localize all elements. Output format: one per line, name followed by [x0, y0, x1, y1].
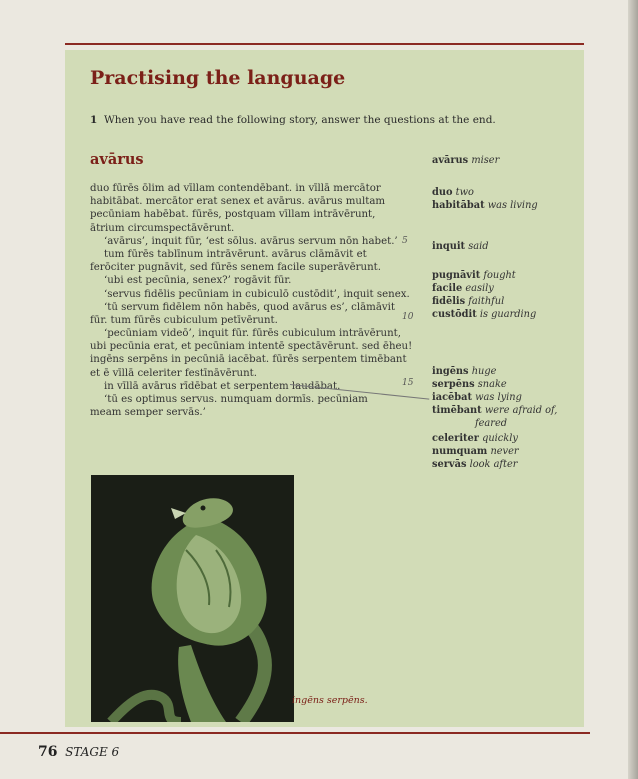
glossary-entry [432, 309, 536, 320]
cobra-snake-illustration [91, 475, 294, 722]
bottom-rule [0, 732, 590, 734]
story-line: ubi pecūnia erat, et pecūniam intentē spectāvērunt. sed ēheu! [90, 341, 413, 353]
story-line: ‘ubi est pecūnia, senex?’ rogāvit fūr. [104, 275, 292, 287]
story-line: ‘tū es optimus servus. numquam dormīs. pecūniam [104, 394, 368, 405]
glossary-word: timēbant [432, 405, 482, 416]
glossary-word: pugnāvit [432, 270, 481, 281]
glossary-word: serpēns [432, 379, 475, 390]
glossary-entry [432, 446, 519, 457]
story-line: meam semper servās.’ [90, 407, 206, 419]
story-line: tum fūrēs tablīnum intrāvērunt. avārus clāmāvit et [104, 248, 367, 260]
line-number: 15 [402, 378, 414, 388]
glossary-entry [432, 433, 518, 444]
glossary-meaning: is guarding [479, 309, 537, 320]
glossary-meaning: said [468, 241, 489, 252]
story-line: fūr. tum fūrēs cubiculum petīvērunt. [90, 314, 278, 326]
glossary-meaning: miser [471, 155, 500, 166]
glossary-word: fidēlis [432, 296, 466, 307]
glossary-entry [432, 241, 488, 252]
story-line: ingēns serpēns in pecūniā iacēbat. fūrēs serpentem timēbant [90, 354, 407, 366]
glossary-meaning: never [490, 446, 519, 457]
story-line: in vīllā avārus rīdēbat et serpentem laudābat. [104, 380, 341, 392]
glossary-meaning: snake [477, 379, 507, 390]
glossary-meaning: easily [465, 283, 494, 294]
glossary-meaning: two [455, 187, 474, 198]
glossary-meaning: fought [483, 270, 516, 281]
glossary-entry [432, 283, 494, 294]
story-line: et ē vīllā celeriter festīnāvērunt. [90, 367, 257, 379]
glossary-meaning: was lying [475, 392, 522, 403]
glossary-word: inquit [432, 241, 466, 252]
page-footer [38, 744, 119, 760]
glossary-word: ingēns [432, 366, 469, 377]
top-rule [65, 43, 584, 45]
glossary-entry [432, 270, 516, 281]
story-line: ‘pecūniam videō’, inquit fūr. fūrēs cubiculum intrāvērunt, [104, 328, 402, 340]
glossary-entry [432, 405, 557, 416]
exercise-number: 1 [90, 114, 98, 126]
line-number: 10 [402, 312, 414, 322]
story-line: duo fūrēs ōlim ad vīllam contendēbant. in vīllā mercātor [90, 183, 381, 194]
glossary-meaning: quickly [482, 433, 518, 444]
glossary-entry [475, 418, 507, 429]
glossary-word: facile [432, 283, 463, 294]
page-title: Practising the language [90, 67, 346, 89]
glossary-meaning: faithful [468, 296, 505, 307]
story-line: ‘avārus’, inquit fūr, ‘est sōlus. avārus servum nōn habet.’ [104, 235, 398, 247]
page-number: 76 [38, 744, 58, 760]
glossary-entry [432, 379, 507, 390]
story-line: ātrium circumspectāvērunt. [90, 222, 235, 234]
glossary-word: custōdit [432, 309, 477, 320]
glossary-word: habitābat [432, 200, 485, 211]
glossary-entry [432, 200, 538, 211]
glossary-entry [432, 187, 474, 198]
glossary-meaning: look after [469, 459, 518, 470]
story-title: avārus [90, 151, 144, 168]
story-line: ‘tū servum fidēlem nōn habēs, quod avārus es’, clāmāvit [104, 301, 396, 313]
stage-label: STAGE 6 [65, 745, 120, 759]
image-caption: ingēns serpēns. [292, 695, 368, 706]
page-edge-shadow [628, 0, 638, 779]
cobra-image [91, 475, 294, 722]
story-line: habitābat. mercātor erat senex et avārus. avārus multam [90, 196, 386, 208]
story-line: ‘servus fidēlis pecūniam in cubiculō custōdit’, inquit senex. [104, 288, 410, 300]
story-line: pecūniam habēbat. fūrēs, postquam vīllam intrāvērunt, [90, 209, 376, 221]
glossary-meaning: was living [487, 200, 538, 211]
story-line: ferōciter pugnāvit, sed fūrēs senem facile superāvērunt. [90, 262, 382, 274]
exercise-instructions [90, 114, 496, 126]
glossary-meaning: huge [471, 366, 497, 377]
glossary-meaning: were afraid of, [484, 405, 558, 416]
glossary-meaning: feared [475, 418, 508, 429]
glossary-entry [432, 296, 504, 307]
glossary-entry [432, 155, 499, 166]
glossary-entry [432, 392, 522, 403]
glossary-word: numquam [432, 446, 488, 457]
glossary-entry [432, 366, 496, 377]
glossary-word: servās [432, 459, 467, 470]
instructions-text: When you have read the following story, answer the questions at the end. [104, 114, 496, 126]
glossary-word: iacēbat [432, 392, 472, 403]
glossary-word: avārus [432, 155, 469, 166]
glossary-word: celeriter [432, 433, 479, 444]
story-text [90, 182, 412, 419]
line-number: 5 [402, 236, 408, 246]
glossary-word: duo [432, 187, 453, 198]
glossary-entry [432, 459, 517, 470]
